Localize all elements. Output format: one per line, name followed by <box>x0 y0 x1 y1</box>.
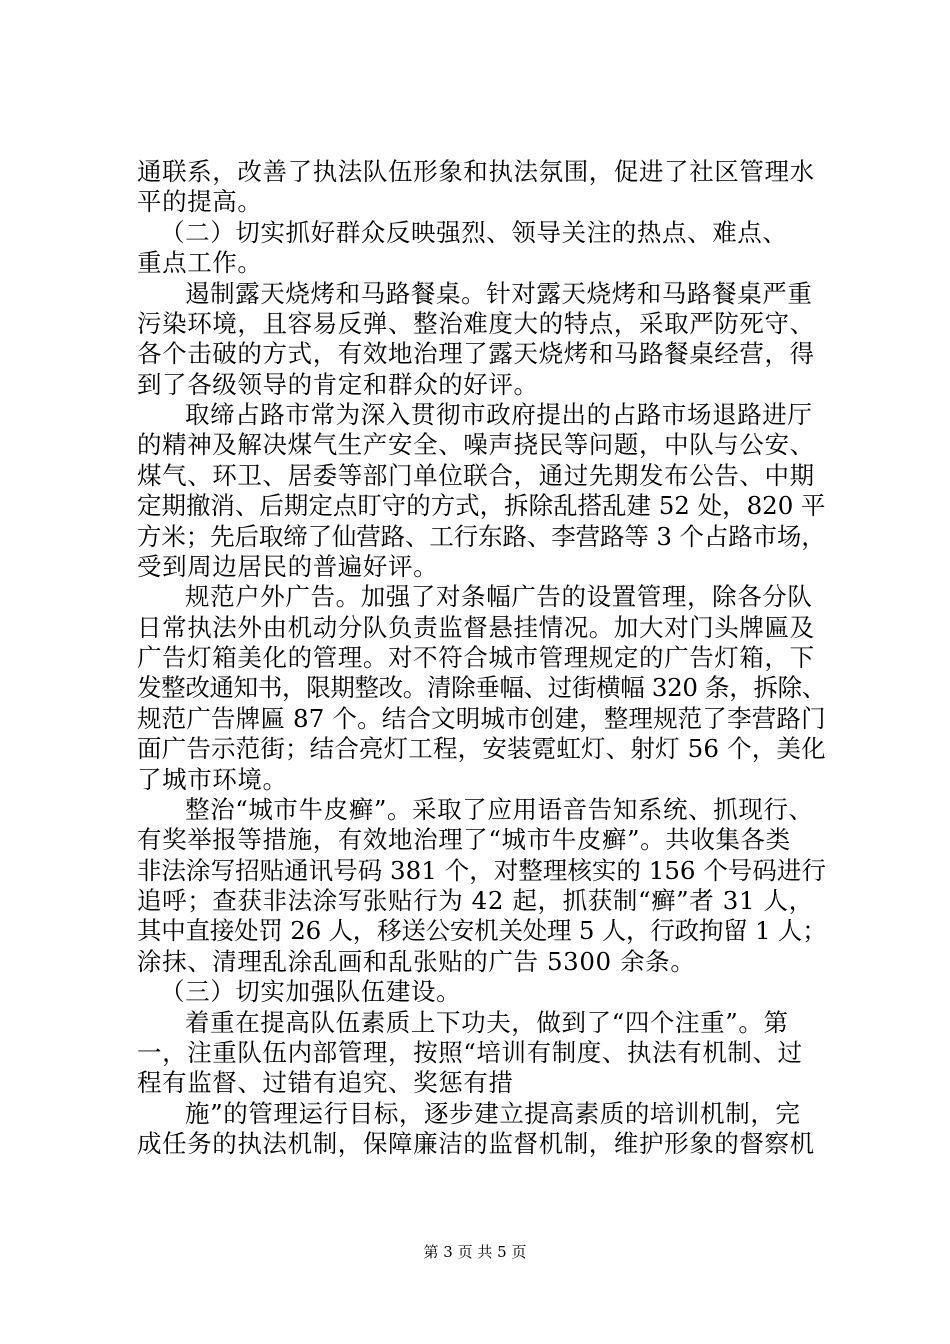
text-line: 取缔占路市常为深入贯彻市政府提出的占路市场退路进厅 <box>185 400 813 429</box>
text-line: 遏制露天烧烤和马路餐桌。针对露天烧烤和马路餐桌严重 <box>185 279 813 308</box>
text-line: 着重在提高队伍素质上下功夫，做到了“四个注重”。第 <box>185 1008 789 1037</box>
text-line: 规范户外广告。加强了对条幅广告的设置管理，除各分队 <box>185 582 813 611</box>
section-heading: （三）切实加强队伍建设。 <box>160 977 462 1006</box>
text-line: 面广告示范街；结合亮灯工程，安装霓虹灯、射灯 56 个，美化 <box>137 734 826 763</box>
text-line: 重点工作。 <box>137 248 263 277</box>
text-line: 成任务的执法机制，保障廉洁的监督机制，维护形象的督察机 <box>137 1129 815 1158</box>
text-line: 一，注重队伍内部管理，按照“培训有制度、执法有机制、过 <box>137 1038 803 1067</box>
text-line: 污染环境，且容易反弹、整治难度大的特点，采取严防死守、 <box>137 309 815 338</box>
text-line: 涂抹、清理乱涂乱画和乱张贴的广告 5300 余条。 <box>137 947 696 976</box>
text-line: 非法涂写招贴通讯号码 381 个，对整理核实的 156 个号码进行 <box>137 856 826 885</box>
text-line: 受到周边居民的普遍好评。 <box>137 552 439 581</box>
text-line: 有奖举报等措施，有效地治理了“城市牛皮癣”。共收集各类 <box>137 825 791 854</box>
text-line: 整治“城市牛皮癣”。采取了应用语音告知系统、抓现行、 <box>185 795 814 824</box>
text-line: 各个击破的方式，有效地治理了露天烧烤和马路餐桌经营，得 <box>137 339 815 368</box>
text-line: 其中直接处罚 26 人，移送公安机关处理 5 人，行政拘留 1 人； <box>137 916 827 945</box>
text-line: 的精神及解决煤气生产安全、噪声挠民等问题，中队与公安、 <box>137 430 815 459</box>
text-line: 定期撤消、后期定点盯守的方式，拆除乱搭乱建 52 处，820 平 <box>137 491 826 520</box>
text-line: 施”的管理运行目标，逐步建立提高素质的培训机制，完 <box>185 1099 801 1128</box>
text-line: 到了各级领导的肯定和群众的好评。 <box>137 370 539 399</box>
text-line: 程有监督、过错有追究、奖惩有措 <box>137 1068 514 1097</box>
text-line: 煤气、环卫、居委等部门单位联合，通过先期发布公告、中期 <box>137 461 815 490</box>
text-line: 日常执法外由机动分队负责监督悬挂情况。加大对门头牌匾及 <box>137 613 815 642</box>
section-heading: （二）切实抓好群众反映强烈、领导关注的热点、难点、 <box>160 218 788 247</box>
page-number-footer: 第 3 页 共 5 页 <box>423 1243 527 1261</box>
text-line: 平的提高。 <box>137 187 263 216</box>
text-line: 通联系，改善了执法队伍形象和执法氛围，促进了社区管理水 <box>137 157 815 186</box>
text-line: 了城市环境。 <box>137 765 288 794</box>
text-line: 规范广告牌匾 87 个。结合文明城市创建，整理规范了李营路门 <box>137 704 826 733</box>
text-line: 广告灯箱美化的管理。对不符合城市管理规定的广告灯箱，下 <box>137 643 815 672</box>
text-line: 方米；先后取缔了仙营路、工行东路、李营路等 3 个占路市场， <box>137 522 826 551</box>
text-line: 发整改通知书，限期整改。清除垂幅、过街横幅 320 条，拆除、 <box>137 673 826 702</box>
text-line: 追呼；查获非法涂写张贴行为 42 起，抓获制“癣”者 31 人， <box>137 886 814 915</box>
